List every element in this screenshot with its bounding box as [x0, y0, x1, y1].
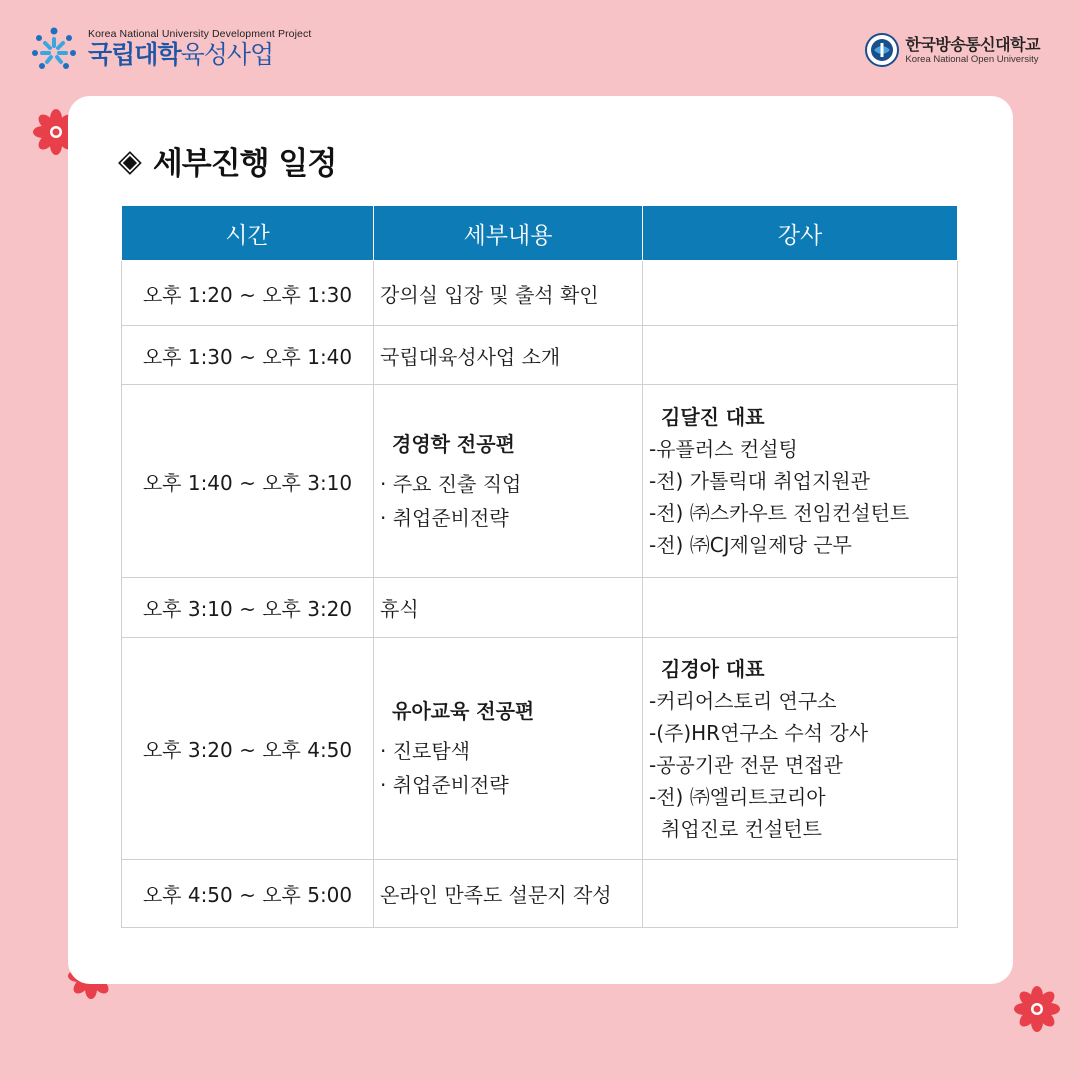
speaker-detail: -전) ㈜CJ제일제당 근무: [649, 533, 852, 557]
speaker-cell: [643, 385, 958, 578]
table-row: [122, 326, 958, 385]
speaker-cell: [643, 860, 958, 928]
header-time: 시간: [122, 206, 374, 261]
content-cell: [374, 638, 643, 860]
content-title: 유아교육 전공편: [392, 699, 535, 723]
content-cell: [374, 385, 643, 578]
time-cell: 오후 3:20 ~ 오후 4:50: [122, 638, 374, 860]
project-name-ko: [88, 40, 311, 70]
speaker-cell: [643, 326, 958, 385]
speaker-cell: [643, 638, 958, 860]
table-row: [122, 261, 958, 326]
speaker-detail: -유플러스 컨설팅: [649, 437, 798, 461]
content-bullet: · 취업준비전략: [380, 773, 509, 797]
schedule-table: [121, 205, 958, 928]
project-name-en: Korea National University Development Project: [88, 28, 312, 40]
time-cell: 오후 1:30 ~ 오후 1:40: [122, 326, 374, 385]
speaker-detail: -커리어스토리 연구소: [649, 688, 837, 713]
section-title-text: 세부진행 일정: [152, 146, 337, 182]
speaker-name: 김달진 대표: [661, 405, 765, 429]
content-cell: 국립대육성사업 소개: [374, 326, 643, 385]
section-marker: ◈: [118, 142, 141, 179]
project-name-ko-bold: 국립대학: [88, 40, 181, 69]
content-cell: 휴식: [374, 578, 643, 638]
speaker-detail: -전) 가톨릭대 취업지원관: [649, 469, 870, 493]
flower-icon: [1013, 985, 1061, 1033]
project-name-ko-light: 육성사업: [180, 40, 274, 69]
content-cell: 강의실 입장 및 출석 확인: [374, 261, 643, 326]
speaker-cell: [643, 261, 958, 326]
university-emblem-icon: [865, 33, 899, 67]
section-title: [118, 138, 336, 183]
speaker-detail: -전) ㈜엘리트코리아: [649, 784, 826, 809]
table-row: [122, 578, 958, 638]
time-cell: 오후 3:10 ~ 오후 3:20: [122, 578, 374, 638]
speaker-detail: 취업진로 컨설턴트: [661, 816, 822, 841]
university-name-en: Korea National Open University: [905, 53, 1039, 65]
header-speaker: 강사: [643, 206, 958, 261]
speaker-detail: -전) ㈜스카우트 전임컨설턴트: [649, 501, 910, 525]
table-row: [122, 385, 958, 578]
speaker-cell: [643, 578, 958, 638]
project-logo-icon: [30, 26, 78, 72]
content-cell: 온라인 만족도 설문지 작성: [374, 860, 643, 928]
project-logo: [30, 26, 311, 72]
speaker-name: 김경아 대표: [661, 656, 765, 681]
content-bullet: · 취업준비전략: [380, 505, 509, 530]
speaker-detail: -(주)HR연구소 수석 강사: [649, 720, 869, 745]
content-bullet: · 진로탐색: [380, 739, 470, 763]
table-row: [122, 638, 958, 860]
time-cell: 오후 4:50 ~ 오후 5:00: [122, 860, 374, 928]
table-header-row: [122, 206, 958, 261]
speaker-detail: -공공기관 전문 면접관: [649, 752, 843, 777]
university-name-ko: 한국방송통신대학교: [905, 34, 1040, 54]
header-content: 세부내용: [374, 206, 643, 261]
content-title: 경영학 전공편: [392, 431, 515, 456]
table-row: [122, 860, 958, 928]
time-cell: 오후 1:40 ~ 오후 3:10: [122, 385, 374, 578]
content-bullet: · 주요 진출 직업: [380, 471, 522, 496]
university-logo: [865, 33, 1040, 67]
time-cell: 오후 1:20 ~ 오후 1:30: [122, 261, 374, 326]
